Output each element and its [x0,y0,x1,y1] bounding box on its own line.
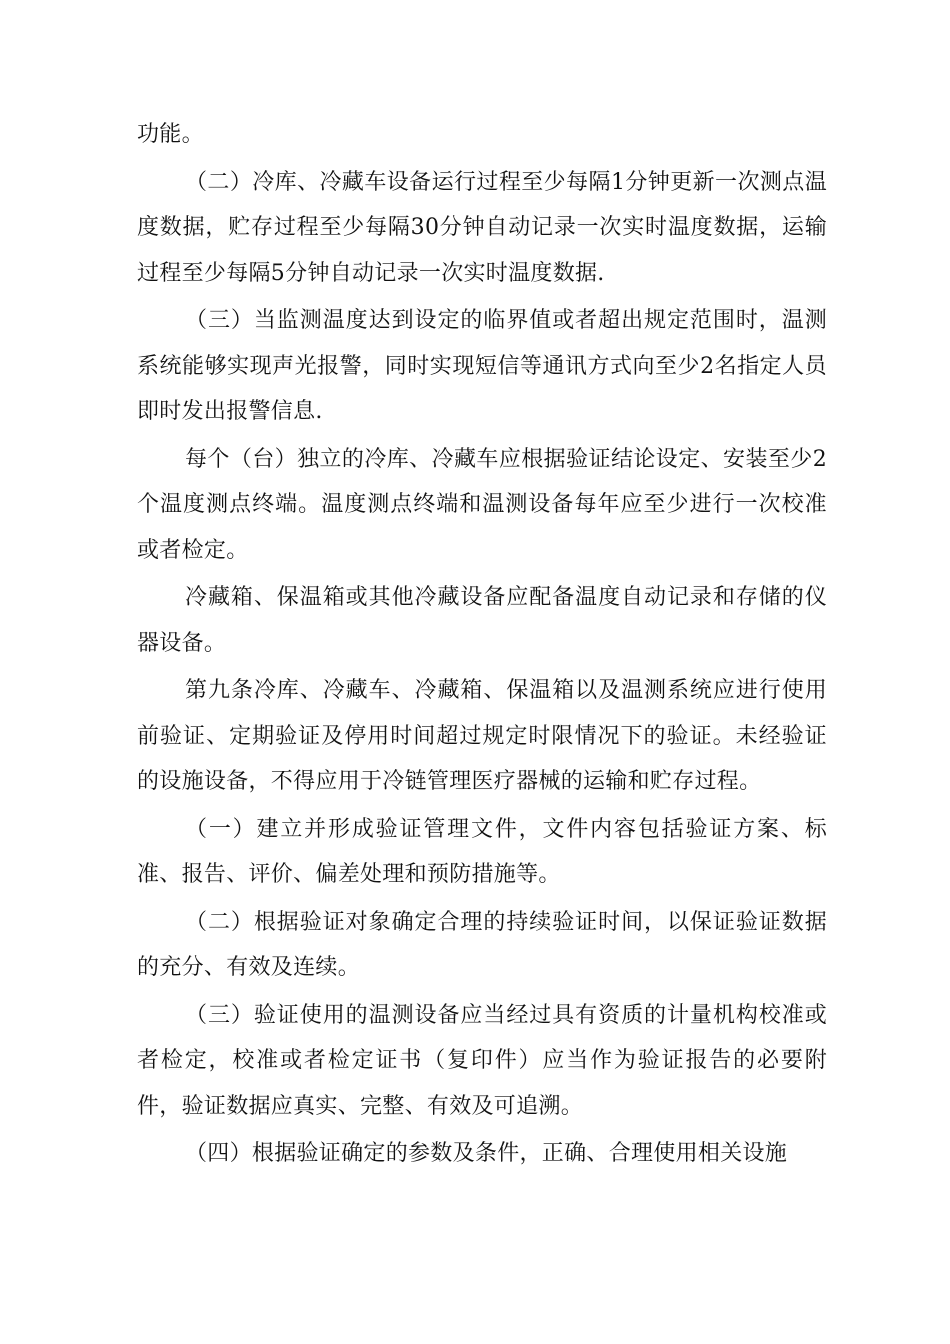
paragraph-item-3-alarm: （三）当监测温度达到设定的临界值或者超出规定范围时，温测系统能够实现声光报警，同时实现短信等通讯方式向至少2名指定人员即时发出报警信息. [137,308,827,424]
paragraph-validation-3: （三）验证使用的温测设备应当经过具有资质的计量机构校准或者检定，校准或者检定证书（复印件）应当作为验证报告的必要附件，验证数据应真实、完整、有效及可追溯。 [137,1002,827,1119]
paragraph-cold-boxes: 冷藏箱、保温箱或其他冷藏设备应配备温度自动记录和存储的仪器设备。 [137,585,827,656]
document-body [137,112,827,1177]
paragraph-article-9: 第九条冷库、冷藏车、冷藏箱、保温箱以及温测系统应进行使用前验证、定期验证及停用时间超过规定时限情况下的验证。未经验证的设施设备，不得应用于冷链管理医疗器械的运输和贮存过程。 [137,678,827,794]
paragraph-measuring-points: 每个（台）独立的冷库、冷藏车应根据验证结论设定、安装至少2个温度测点终端。温度测点终端和温测设备每年应至少进行一次校准或者检定。 [137,446,827,563]
paragraph-continuation: 功能。 [137,122,204,147]
paragraph-item-2-update-interval: （二）冷库、冷藏车设备运行过程至少每隔1分钟更新一次测点温度数据，贮存过程至少每隔30分钟自动记录一次实时温度数据，运输过程至少每隔5分钟自动记录一次实时温度数据. [137,169,827,286]
paragraph-validation-4: （四）根据验证确定的参数及条件，正确、合理使用相关设施 [185,1141,788,1166]
paragraph-validation-1: （一）建立并形成验证管理文件，文件内容包括验证方案、标准、报告、评价、偏差处理和预防措施等。 [137,816,827,887]
paragraph-validation-2: （二）根据验证对象确定合理的持续验证时间，以保证验证数据的充分、有效及连续。 [137,909,827,980]
